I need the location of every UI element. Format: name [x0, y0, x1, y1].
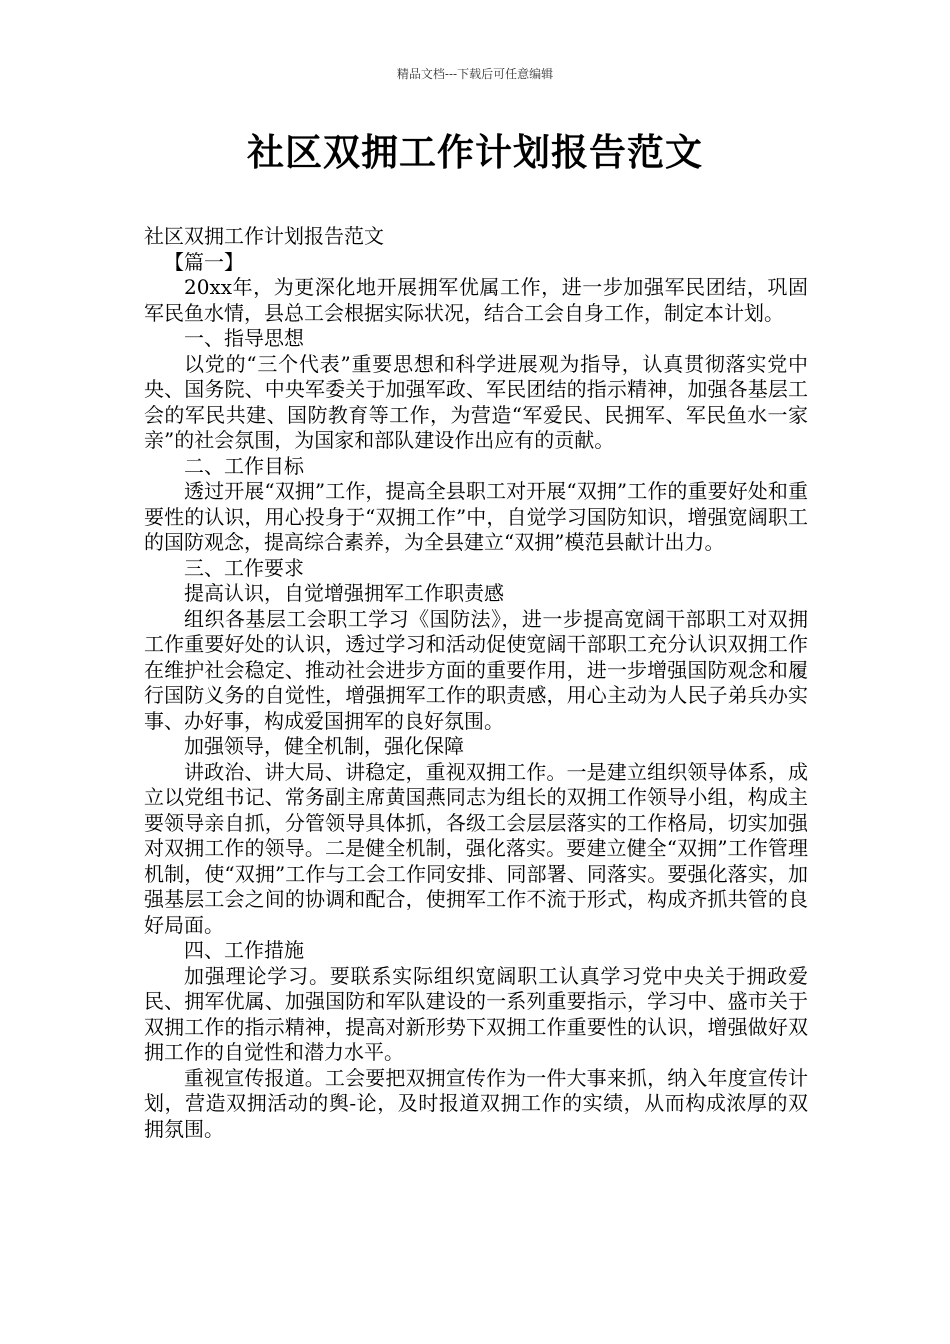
paragraph: 讲政治、讲大局、讲稳定，重视双拥工作。一是建立组织领导体系，成立以党组书记、常务副主席黄国燕同志为组长的双拥工作领导小组，构成主要领导亲自抓，分管领导具体抓，各级工会层层落实的工作格局，切实加强对双拥工作的领导。二是健全机制，强化落实。要建立健全“双拥”工作管理机制，使“双拥”工作与工会工作同安排、同部署、同落实。要强化落实，加强基层工会之间的协调和配合，使拥军工作不流于形式，构成齐抓共管的良好局面。: [144, 759, 808, 937]
header-note: 精品文档---下载后可任意编辑: [396, 67, 554, 81]
paragraph: 20xx年，为更深化地开展拥军优属工作，进一步加强军民团结，巩固军民鱼水情，县总工会根据实际状况，结合工会自身工作，制定本计划。: [144, 275, 808, 325]
paragraph: 重视宣传报道。工会要把双拥宣传作为一件大事来抓，纳入年度宣传计划，营造双拥活动的舆-论，及时报道双拥工作的实绩，从而构成浓厚的双拥氛围。: [144, 1065, 808, 1141]
paragraph: 加强理论学习。要联系实际组织宽阔职工认真学习党中央关于拥政爱民、拥军优属、加强国防和军队建设的一系列重要指示，学习中、盛市关于双拥工作的指示精神，提高对新形势下双拥工作重要性的认识，增强做好双拥工作的自觉性和潜力水平。: [144, 963, 808, 1064]
section-heading: 三、工作要求: [184, 555, 304, 580]
document-body: [144, 224, 808, 1142]
section-marker: 【篇一】: [164, 249, 244, 274]
subtitle-line: 社区双拥工作计划报告范文: [144, 224, 384, 248]
subsection-heading: 提高认识，自觉增强拥军工作职责感: [184, 581, 504, 605]
paragraph: 透过开展“双拥”工作，提高全县职工对开展“双拥”工作的重要好处和重要性的认识，用心投身于“双拥工作”中，自觉学习国防知识，增强宽阔职工的国防观念，提高综合素养，为全县建立“双拥”模范县献计出力。: [144, 479, 808, 554]
paragraph: 组织各基层工会职工学习《国防法》，进一步提高宽阔干部职工对双拥工作重要好处的认识，透过学习和活动促使宽阔干部职工充分认识双拥工作在维护社会稳定、推动社会进步方面的重要作用，进一步增强国防观念和履行国防义务的自觉性，增强拥军工作的职责感，用心主动为人民子弟兵办实事、办好事，构成爱国拥军的良好氛围。: [144, 606, 808, 733]
section-heading: 一、指导思想: [184, 326, 304, 350]
subsection-heading: 加强领导，健全机制，强化保障: [184, 734, 464, 758]
document-title: 社区双拥工作计划报告范文: [247, 130, 703, 174]
section-heading: 二、工作目标: [184, 453, 304, 478]
paragraph: 以党的“三个代表”重要思想和科学进展观为指导，认真贯彻落实党中央、国务院、中央军委关于加强军政、军民团结的指示精神，加强各基层工会的军民共建、国防教育等工作，为营造“军爱民、民拥军、军民鱼水一家亲”的社会氛围，为国家和部队建设作出应有的贡献。: [144, 351, 808, 452]
section-heading: 四、工作措施: [184, 938, 304, 962]
